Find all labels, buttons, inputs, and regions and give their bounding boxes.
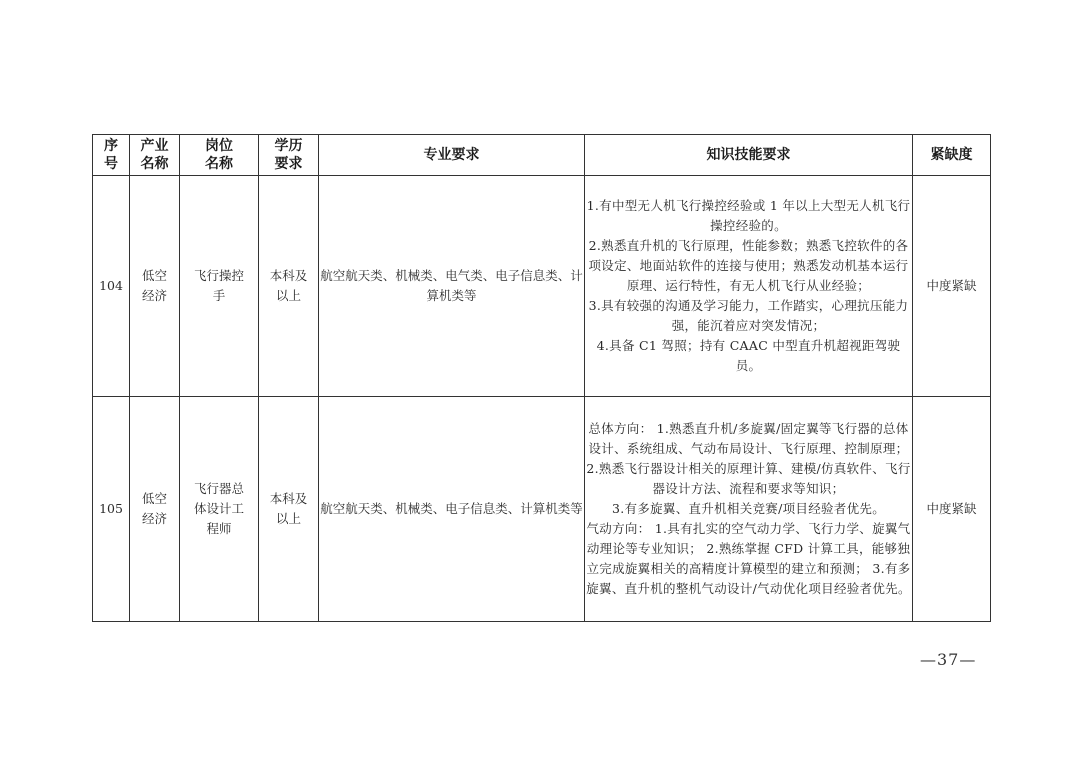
header-shortage: 紧缺度: [913, 135, 991, 176]
skill-item: 气动方向： 1.具有扎实的空气动力学、飞行力学、旋翼气动理论等专业知识； 2.熟练掌握 CFD 计算工具，能够独立完成旋翼相关的高精度计算模型的建立和预测； 3.有多旋翼、直升机的整机气动设计/气动优化项目经验者优先。: [586, 521, 911, 596]
skill-item: 1.有中型无人机飞行操控经验或 1 年以上大型无人机飞行操控经验的。: [586, 198, 911, 233]
skill-item: 总体方向： 1.熟悉直升机/多旋翼/固定翼等飞行器的总体设计、系统组成、气动布局设计、飞行原理、控制原理；2.熟悉飞行器设计相关的原理计算、建模/仿真软件、飞行器设计方法、流程和要求等知识；: [586, 421, 911, 496]
header-major: 专业要求: [319, 135, 585, 176]
cell-major: 航空航天类、机械类、电气类、电子信息类、计算机类等: [319, 176, 585, 397]
table-row: [93, 397, 991, 622]
header-position: 岗位 名称: [180, 135, 259, 176]
cell-skills: [585, 176, 913, 397]
header-industry: 产业 名称: [130, 135, 180, 176]
cell-shortage: 中度紧缺: [913, 176, 991, 397]
skill-item: 3.具有较强的沟通及学习能力，工作踏实，心理抗压能力强，能沉着应对突发情况；: [588, 298, 909, 333]
cell-shortage: 中度紧缺: [913, 397, 991, 622]
header-skills: 知识技能要求: [585, 135, 913, 176]
talent-demand-table: [92, 134, 991, 622]
cell-position: 飞行器总 体设计工 程师: [180, 397, 259, 622]
page-number: —37—: [920, 650, 977, 669]
skill-item: 4.具备 C1 驾照；持有 CAAC 中型直升机超视距驾驶员。: [596, 338, 901, 373]
header-seq: 序 号: [93, 135, 130, 176]
cell-major: 航空航天类、机械类、电子信息类、计算机类等: [319, 397, 585, 622]
skill-item: 3.有多旋翼、直升机相关竞赛/项目经验者优先。: [611, 501, 886, 516]
cell-industry: 低空 经济: [130, 176, 180, 397]
table-row: [93, 176, 991, 397]
cell-seq: 104: [93, 176, 130, 397]
header-education: 学历 要求: [259, 135, 319, 176]
cell-skills: [585, 397, 913, 622]
table-header-row: [93, 135, 991, 176]
cell-education: 本科及 以上: [259, 176, 319, 397]
cell-education: 本科及 以上: [259, 397, 319, 622]
cell-position: 飞行操控 手: [180, 176, 259, 397]
skill-item: 2.熟悉直升机的飞行原理，性能参数；熟悉飞控软件的各项设定、地面站软件的连接与使用；熟悉发动机基本运行原理、运行特性，有无人机飞行从业经验；: [588, 238, 909, 293]
cell-industry: 低空 经济: [130, 397, 180, 622]
cell-seq: 105: [93, 397, 130, 622]
